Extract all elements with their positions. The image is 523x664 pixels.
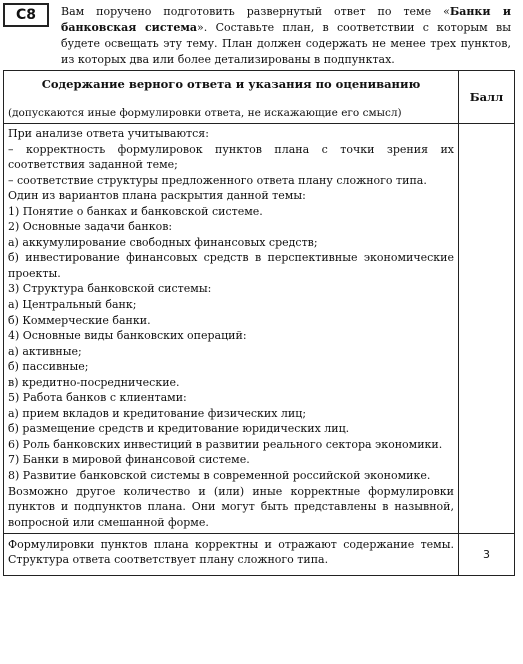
content-line: Один из вариантов плана раскрытия данной темы: bbox=[8, 189, 306, 203]
plan-item: 8) Развитие банковской системы в современной российской экономике. bbox=[8, 469, 431, 483]
plan-subitem: б) инвестирование финансовых средств в перспективные экономические проекты. bbox=[8, 251, 454, 280]
plan-subitem: в) кредитно-посреднические. bbox=[8, 375, 180, 389]
plan-item: 4) Основные виды банковских операций: bbox=[8, 329, 247, 343]
criterion-text: Формулировки пунктов плана корректны и отражают содержание темы. Структура ответа соответствует плану сложного типа. bbox=[8, 538, 454, 567]
task-text-part-1: Вам поручено подготовить развернутый ответ по теме « bbox=[61, 5, 450, 18]
content-header-cell bbox=[4, 71, 459, 124]
plan-item: 5) Работа банков с клиентами: bbox=[8, 391, 187, 405]
task-statement bbox=[61, 4, 511, 68]
plan-item: 2) Основные задачи банков: bbox=[8, 220, 173, 234]
content-header-title: Содержание верного ответа и указания по оцениванию bbox=[41, 77, 421, 91]
plan-subitem: б) пассивные; bbox=[8, 360, 89, 374]
grading-table bbox=[3, 70, 515, 576]
plan-subitem: б) Коммерческие банки. bbox=[8, 313, 151, 327]
answer-content-row bbox=[4, 124, 515, 534]
content-line: При анализе ответа учитываются: bbox=[8, 127, 209, 140]
plan-subitem: б) размещение средств и кредитование юридических лиц. bbox=[8, 422, 350, 436]
criterion-score: 3 bbox=[459, 534, 515, 576]
task-header bbox=[3, 3, 513, 67]
criterion-row bbox=[4, 534, 515, 576]
task-number-badge: С8 bbox=[3, 3, 49, 27]
score-header-cell: Балл bbox=[459, 71, 515, 124]
answer-content-cell bbox=[4, 124, 459, 534]
plan-subitem: а) активные; bbox=[8, 344, 82, 358]
content-header-note: (допускаются иные формулировки ответа, не искажающие его смысл) bbox=[8, 107, 402, 119]
criterion-cell bbox=[4, 534, 459, 576]
plan-item: 3) Структура банковской системы: bbox=[8, 282, 212, 296]
plan-item: 6) Роль банковских инвестиций в развитии реального сектора экономики. bbox=[8, 437, 443, 451]
table-header-row bbox=[4, 71, 515, 124]
task-text-part-2: ». Составьте план, в соответствии с которым вы будете освещать эту тему. План должен содержать не менее трех пунктов, из которых два или более детализированы в подпунктах. bbox=[61, 21, 511, 66]
content-line: Возможно другое количество и (или) иные корректные формулировки пунктов и подпунктов плана. Они могут быть представлены в назывной, вопросной или смешанной форме. bbox=[8, 484, 454, 529]
plan-subitem: а) Центральный банк; bbox=[8, 298, 137, 312]
answer-score-cell bbox=[459, 124, 515, 534]
content-line: – соответствие структуры предложенного ответа плану сложного типа. bbox=[8, 173, 427, 187]
plan-item: 7) Банки в мировой финансовой системе. bbox=[8, 453, 250, 467]
plan-subitem: а) аккумулирование свободных финансовых средств; bbox=[8, 235, 318, 249]
plan-item: 1) Понятие о банках и банковской системе. bbox=[8, 204, 263, 218]
plan-subitem: а) прием вкладов и кредитование физических лиц; bbox=[8, 406, 307, 420]
content-line: – корректность формулировок пунктов плана с точки зрения их соответствия заданной теме; bbox=[8, 142, 454, 172]
task-topic: Банки и банковская система bbox=[61, 5, 511, 34]
